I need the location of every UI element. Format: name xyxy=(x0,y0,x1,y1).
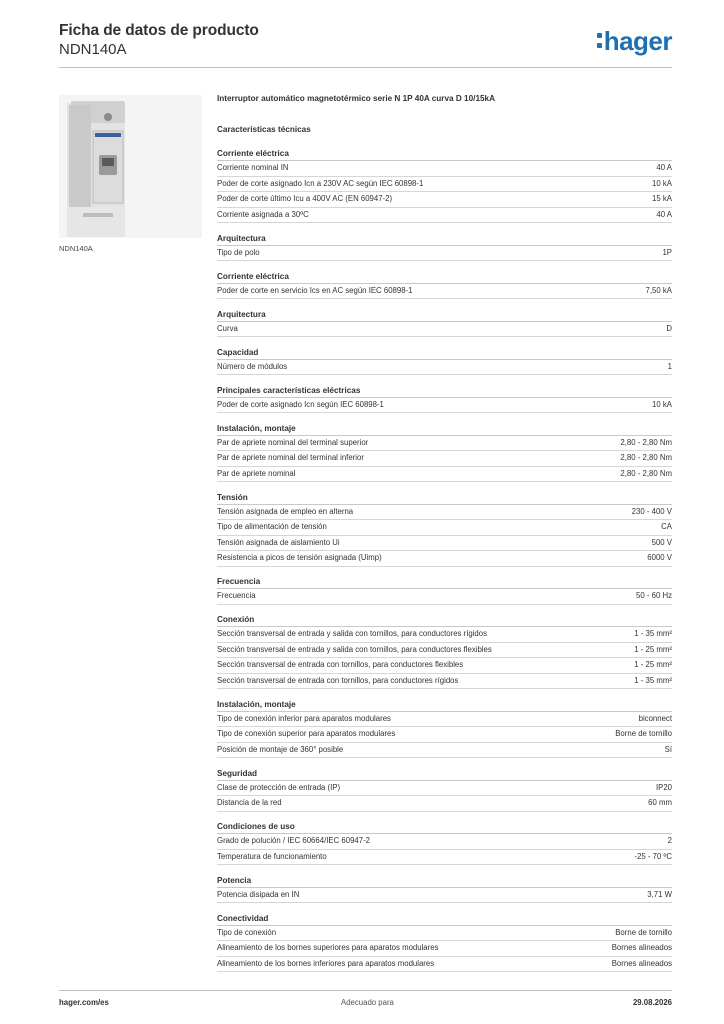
spec-section xyxy=(217,767,672,812)
spec-row xyxy=(217,796,672,812)
spec-section xyxy=(217,384,672,414)
spec-value: 2,80 - 2,80 Nm xyxy=(620,453,672,462)
spec-value: 15 kA xyxy=(652,194,672,203)
spec-value: -25 - 70 ºC xyxy=(634,851,672,861)
spec-row xyxy=(217,551,672,567)
spec-value: Bornes alineados xyxy=(611,958,672,968)
spec-label: Tipo de conexión superior para aparatos modulares xyxy=(217,729,396,738)
spec-label: Frecuencia xyxy=(217,591,256,600)
product-code: NDN140A xyxy=(59,41,127,58)
spec-row xyxy=(217,926,672,942)
product-description: Interruptor automático magnetotérmico serie N 1P 40A curva D 10/15kA xyxy=(217,94,496,103)
spec-section xyxy=(217,912,672,973)
spec-row xyxy=(217,674,672,690)
spec-label: Tipo de conexión inferior para aparatos modulares xyxy=(217,713,391,723)
spec-section xyxy=(217,575,672,605)
footer-divider xyxy=(59,990,672,991)
spec-row xyxy=(217,643,672,659)
footer-date: 29.08.2026 xyxy=(632,998,672,1007)
spec-label: Sección transversal de entrada y salida con tornillos, para conductores flexibles xyxy=(217,644,492,654)
spec-label: Sección transversal de entrada con tornillos, para conductores flexibles xyxy=(217,660,464,669)
section-title: Arquitectura xyxy=(217,308,672,322)
spec-row xyxy=(217,520,672,536)
spec-value: 1 - 25 mm² xyxy=(634,660,672,669)
spec-section xyxy=(217,698,672,759)
spec-label: Clase de protección de entrada (IP) xyxy=(217,782,341,792)
spec-label: Distancia de la red xyxy=(217,798,282,807)
section-title: Instalación, montaje xyxy=(217,422,672,436)
spec-section xyxy=(217,820,672,865)
footer-website-link[interactable]: hager.com/es xyxy=(59,998,109,1007)
spec-value: 1 - 35 mm² xyxy=(634,629,672,638)
spec-row xyxy=(217,781,672,797)
spec-label: Poder de corte último Icu a 400V AC (EN 60947-2) xyxy=(217,194,393,203)
spec-row xyxy=(217,712,672,728)
spec-section xyxy=(217,308,672,338)
spec-row xyxy=(217,743,672,759)
spec-value: biconnect xyxy=(638,713,672,723)
spec-label: Poder de corte asignado Icn según IEC 60898-1 xyxy=(217,399,384,409)
section-title: Frecuencia xyxy=(217,575,672,589)
spec-section xyxy=(217,346,672,376)
spec-label: Corriente asignada a 30ºC xyxy=(217,209,309,219)
spec-row xyxy=(217,398,672,414)
spec-value: 230 - 400 V xyxy=(631,506,672,516)
spec-label: Tipo de alimentación de tensión xyxy=(217,522,327,531)
spec-row xyxy=(217,505,672,521)
spec-row xyxy=(217,177,672,193)
spec-label: Poder de corte asignado Icn a 230V AC según IEC 60898-1 xyxy=(217,178,424,188)
section-title: Potencia xyxy=(217,874,672,888)
spec-value: 2,80 - 2,80 Nm xyxy=(620,437,672,447)
spec-row xyxy=(217,727,672,743)
spec-value: Borne de tornillo xyxy=(615,729,672,738)
spec-label: Corriente nominal IN xyxy=(217,163,289,172)
page-header xyxy=(59,22,259,58)
section-title: Conexión xyxy=(217,613,672,627)
spec-label: Grado de polución / IEC 60664/IEC 60947-2 xyxy=(217,836,371,845)
spec-row xyxy=(217,208,672,224)
spec-value: 1 xyxy=(667,361,672,371)
section-title: Conectividad xyxy=(217,912,672,926)
footer-label: Adecuado para xyxy=(341,998,394,1007)
spec-sections xyxy=(217,147,672,972)
spec-row xyxy=(217,536,672,552)
spec-row xyxy=(217,192,672,208)
header-divider xyxy=(59,67,672,68)
circuit-breaker-icon xyxy=(59,95,202,238)
spec-label: Tipo de polo xyxy=(217,247,260,257)
spec-label: Tipo de conexión xyxy=(217,927,277,937)
spec-value: 2,80 - 2,80 Nm xyxy=(620,468,672,478)
spec-value: 6000 V xyxy=(647,553,672,562)
spec-row xyxy=(217,246,672,262)
spec-label: Alineamiento de los bornes superiores para aparatos modulares xyxy=(217,943,439,952)
section-title: Corriente eléctrica xyxy=(217,270,672,284)
spec-section xyxy=(217,232,672,262)
section-title: Tensión xyxy=(217,491,672,505)
spec-label: Sección transversal de entrada y salida con tornillos, para conductores rígidos xyxy=(217,629,488,638)
spec-label: Par de apriete nominal del terminal inferior xyxy=(217,453,364,462)
logo-text: hager xyxy=(603,26,672,56)
spec-label: Par de apriete nominal xyxy=(217,468,296,478)
spec-row xyxy=(217,451,672,467)
section-title: Capacidad xyxy=(217,346,672,360)
spec-label: Potencia disipada en IN xyxy=(217,889,300,899)
spec-row xyxy=(217,436,672,452)
spec-row xyxy=(217,658,672,674)
spec-value: 10 kA xyxy=(652,178,672,188)
spec-row xyxy=(217,834,672,850)
section-title: Corriente eléctrica xyxy=(217,147,672,161)
spec-row xyxy=(217,850,672,866)
spec-label: Posición de montaje de 360° posible xyxy=(217,744,344,754)
spec-row xyxy=(217,627,672,643)
spec-value: IP20 xyxy=(655,782,672,792)
page-title: Ficha de datos de producto xyxy=(59,22,259,39)
spec-row xyxy=(217,284,672,300)
spec-label: Tensión asignada de aislamiento Ui xyxy=(217,537,340,547)
image-caption: NDN140A xyxy=(59,244,93,253)
spec-section xyxy=(217,613,672,689)
spec-row xyxy=(217,322,672,338)
spec-value: 10 kA xyxy=(652,399,672,409)
spec-section xyxy=(217,270,672,300)
spec-section xyxy=(217,874,672,904)
spec-section xyxy=(217,147,672,223)
spec-value: 1 - 25 mm² xyxy=(634,644,672,654)
spec-value: Bornes alineados xyxy=(611,943,672,952)
spec-value: CA xyxy=(661,522,672,531)
spec-label: Tensión asignada de empleo en alterna xyxy=(217,506,354,516)
spec-label: Resistencia a picos de tensión asignada (Uimp) xyxy=(217,553,382,562)
spec-value: 500 V xyxy=(651,537,672,547)
spec-label: Alineamiento de los bornes inferiores para aparatos modulares xyxy=(217,958,435,968)
spec-row xyxy=(217,360,672,376)
spec-value: 3,71 W xyxy=(647,889,672,899)
spec-value: Sí xyxy=(664,744,672,754)
section-title: Principales características eléctricas xyxy=(217,384,672,398)
spec-section xyxy=(217,491,672,567)
spec-value: 7,50 kA xyxy=(645,285,672,295)
spec-section xyxy=(217,422,672,483)
spec-row xyxy=(217,467,672,483)
section-title: Instalación, montaje xyxy=(217,698,672,712)
spec-value: 60 mm xyxy=(648,798,672,807)
spec-label: Sección transversal de entrada con tornillos, para conductores rígidos xyxy=(217,675,459,685)
spec-value: Borne de tornillo xyxy=(615,927,672,937)
spec-row xyxy=(217,957,672,973)
spec-value: 1P xyxy=(662,247,672,257)
section-title: Arquitectura xyxy=(217,232,672,246)
logo-colon-icon xyxy=(597,30,603,51)
hager-logo[interactable] xyxy=(597,26,672,57)
spec-value: 50 - 60 Hz xyxy=(636,591,672,600)
product-image xyxy=(59,95,202,238)
spec-label: Curva xyxy=(217,323,238,333)
section-title: Seguridad xyxy=(217,767,672,781)
spec-row xyxy=(217,941,672,957)
spec-row xyxy=(217,888,672,904)
spec-label: Temperatura de funcionamiento xyxy=(217,851,327,861)
spec-row xyxy=(217,161,672,177)
spec-row xyxy=(217,589,672,605)
spec-value: 1 - 35 mm² xyxy=(634,675,672,685)
product-datasheet xyxy=(217,94,672,981)
spec-value: 40 A xyxy=(656,163,672,172)
spec-value: 40 A xyxy=(656,209,672,219)
spec-label: Poder de corte en servicio Ics en AC según IEC 60898-1 xyxy=(217,285,413,295)
spec-value: D xyxy=(666,323,672,333)
spec-value: 2 xyxy=(667,836,672,845)
spec-label: Número de módulos xyxy=(217,361,288,371)
spec-label: Par de apriete nominal del terminal superior xyxy=(217,437,369,447)
technical-characteristics-title: Características técnicas xyxy=(217,125,311,134)
section-title: Condiciones de uso xyxy=(217,820,672,834)
